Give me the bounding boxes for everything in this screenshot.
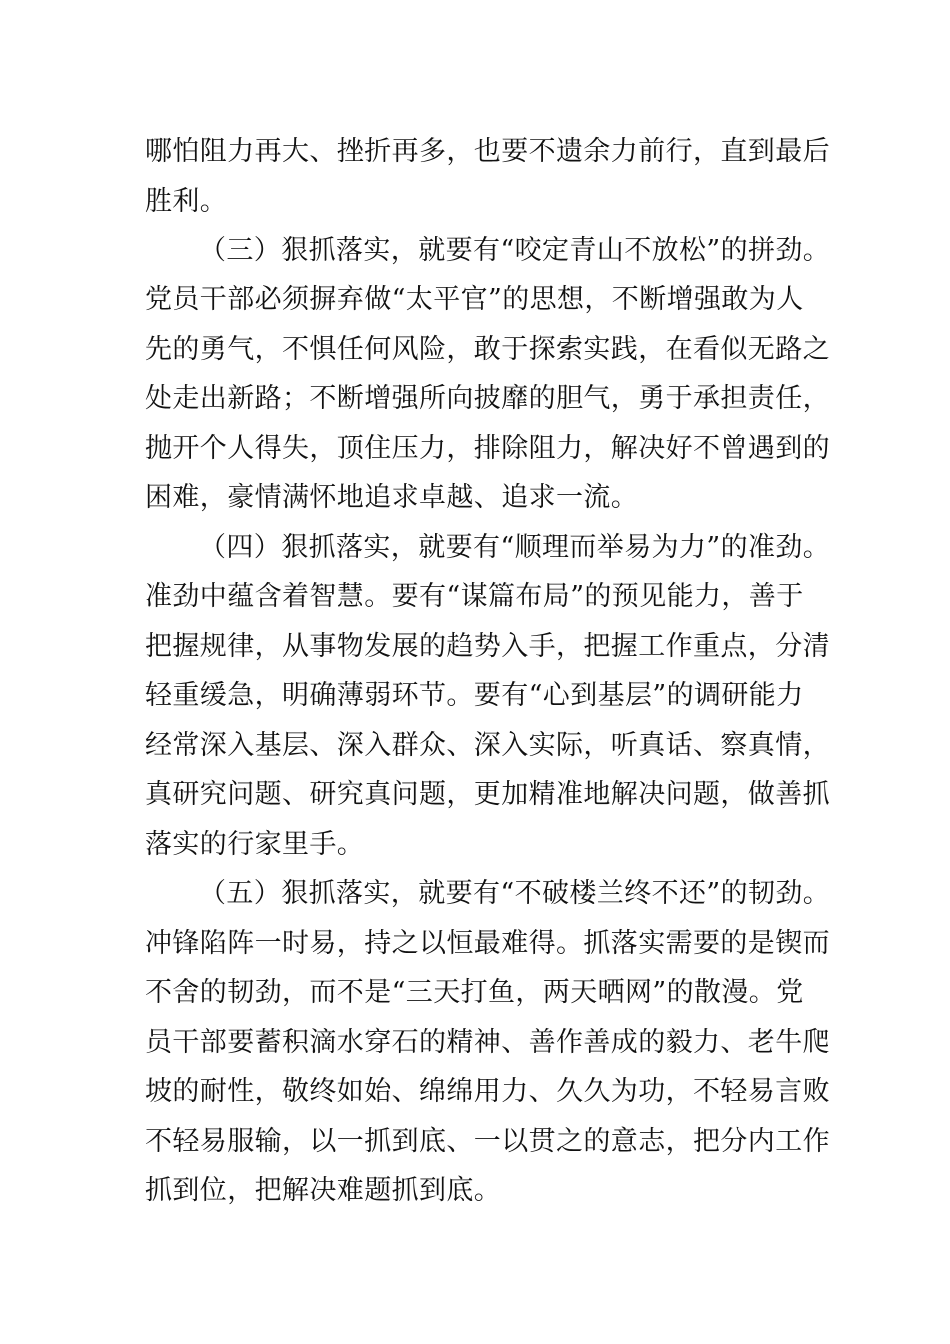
section-heading-5: （五）狠抓落实，就要有“不破楼兰终不还”的韧劲。: [199, 878, 831, 909]
text-line-22: 抓到位，把解决难题抓到底。: [145, 1175, 502, 1206]
text-line-2: 胜利。: [145, 186, 228, 217]
text-line-12: 轻重缓急，明确薄弱环节。要有“心到基层”的调研能力: [145, 680, 804, 711]
text-line-7: 抛开个人得失，顶住压力，排除阻力，解决好不曾遇到的: [145, 433, 830, 464]
text-line-15: 落实的行家里手。: [145, 829, 365, 860]
text-line-4: 党员干部必须摒弃做“太平官”的思想，不断增强敢为人: [145, 284, 804, 315]
text-line-11: 把握规律，从事物发展的趋势入手，把握工作重点，分清: [145, 631, 830, 662]
text-line-6: 处走出新路；不断增强所向披靡的胆气，勇于承担责任，: [145, 383, 830, 414]
text-line-1: 哪怕阻力再大、挫折再多，也要不遗余力前行，直到最后: [145, 136, 830, 167]
text-line-18: 不舍的韧劲，而不是“三天打鱼，两天晒网”的散漫。党: [145, 977, 804, 1008]
text-line-13: 经常深入基层、深入群众、深入实际，听真话、察真情，: [145, 730, 830, 761]
text-line-10: 准劲中蕴含着智慧。要有“谋篇布局”的预见能力，善于: [145, 581, 804, 612]
section-heading-4: （四）狠抓落实，就要有“顺理而举易为力”的准劲。: [199, 532, 831, 563]
text-line-8: 困难，豪情满怀地追求卓越、追求一流。: [145, 482, 639, 513]
text-line-5: 先的勇气，不惧任何风险，敢于探索实践，在看似无路之: [145, 334, 830, 365]
text-line-19: 员干部要蓄积滴水穿石的精神、善作善成的毅力、老牛爬: [145, 1027, 830, 1058]
text-line-17: 冲锋陷阵一时易，持之以恒最难得。抓落实需要的是锲而: [145, 928, 830, 959]
text-line-21: 不轻易服输，以一抓到底、一以贯之的意志，把分内工作: [145, 1126, 830, 1157]
text-line-20: 坡的耐性，敬终如始、绵绵用力、久久为功，不轻易言败: [145, 1076, 830, 1107]
text-line-14: 真研究问题、研究真问题，更加精准地解决问题，做善抓: [145, 779, 830, 810]
section-heading-3: （三）狠抓落实，就要有“咬定青山不放松”的拼劲。: [199, 235, 831, 266]
